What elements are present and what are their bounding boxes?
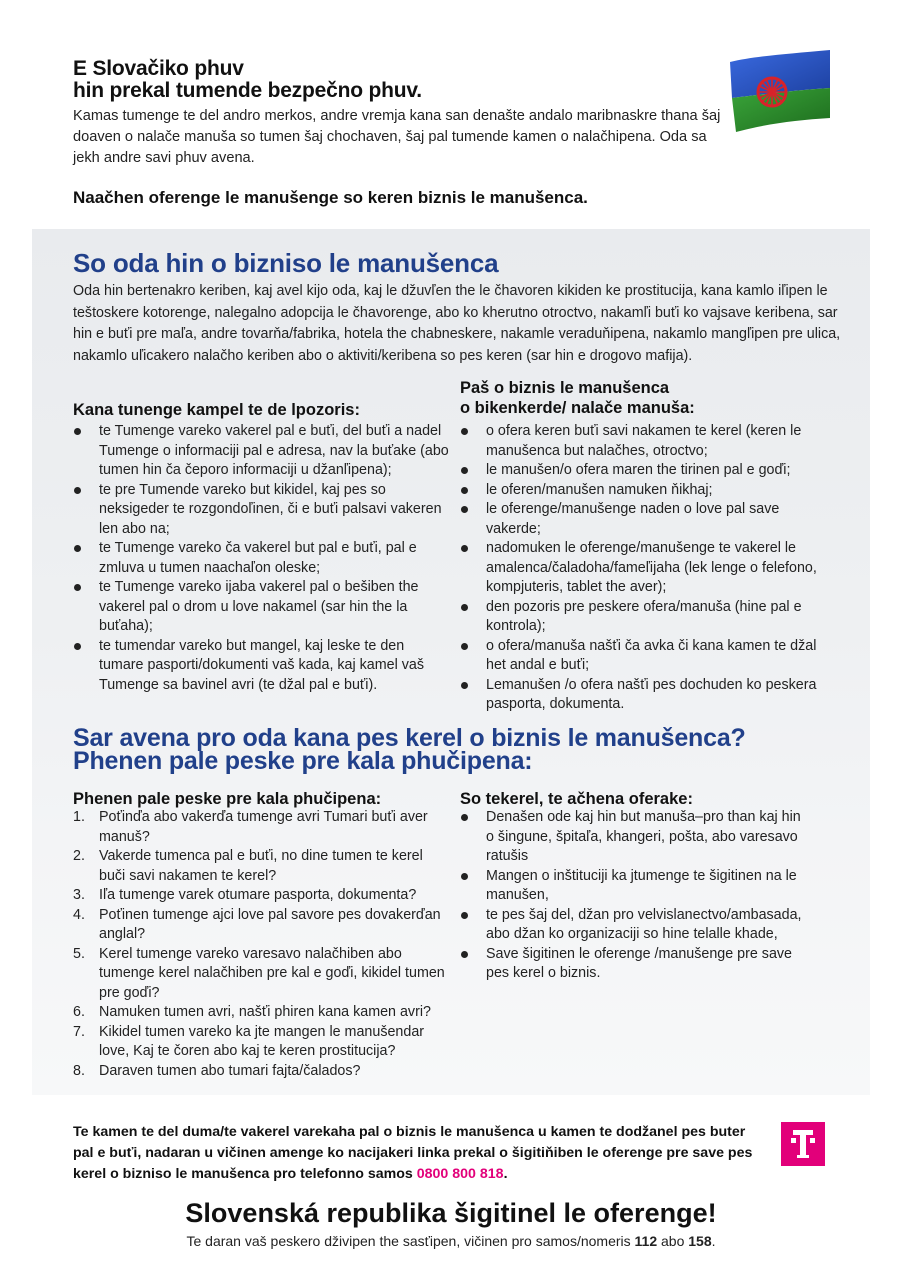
list-item: le oferen/manušen namuken ňikhaj; [460,481,820,501]
section1-right-title-line2: o bikenkerde/ nalače manuša: [460,399,695,417]
question-number: 4. [73,906,85,923]
question-item [73,1062,448,1082]
question-item [73,945,448,1004]
emergency-abo: abo [661,1233,685,1249]
helpline-phone[interactable]: 0800 800 818 [416,1166,504,1182]
question-number: 8. [73,1062,85,1079]
list-item: te Tumenge vareko ča vakerel but pal e buťi, pal e zmluva u tumen naachaľon oleske; [73,539,451,578]
emergency-line [0,1233,902,1249]
section1-right-list [460,422,820,715]
question-number: 3. [73,887,85,903]
emergency-number-112[interactable]: 112 [634,1233,658,1249]
emergency-end: . [711,1233,716,1249]
questions-list [73,808,448,1081]
question-item [73,906,448,945]
section1-left-title: Kana tunenge kampel te de lpozoris: [73,401,360,419]
section2-left-title: Phenen pale peske pre kala phučipena: [73,790,382,808]
section1-right-title [460,378,695,418]
question-item [73,1023,448,1062]
question-number: 6. [73,1004,85,1020]
question-item [73,847,448,886]
section1-title: So oda hin o bizniso le manušenca [73,248,499,278]
subhead: Naačhen oferenge le manušenge so keren biznis le manušenca. [73,188,588,207]
section2-right-title: So tekerel, te ačhena oferake: [460,790,693,808]
list-item: Lemanušen /o ofera našťi pes dochuden ko peskera pasporta, dokumenta. [460,676,820,715]
list-item: o ofera keren buťi savi nakamen te kerel (keren le manušenca but nalačhes, otroctvo; [460,422,820,461]
romani-flag-icon [726,48,834,134]
question-number: 5. [73,945,85,962]
question-text: Kikidel tumen vareko ka jte mangen le manušendar love, Kaj te čoren abo kaj te keren prostitucija? [99,1023,425,1059]
list-item: te Tumenge vareko ijaba vakerel pal o bešiben the vakerel pal o drom u love nakamel (sar hin the la buťaha); [73,578,451,637]
section2-title-line1: Sar avena pro oda kana pes kerel o biznis le manušenca? [73,724,746,752]
helpline-body: Te kamen te del duma/te vakerel varekaha pal o biznis le manušenca u kamen te dodžanel pes buter pal e buťi, nadaran u vičinen amenge ko nacijakeri linka prekal o šigitiňiben le oferenge pre save pes kerel o bizniso le manušenca pro telefonno samos [73,1124,753,1182]
question-text: Namuken tumen avri, našťi phiren kana kamen avri? [99,1004,431,1020]
telekom-t-logo-icon [781,1122,825,1166]
question-item [73,1003,448,1023]
intro-paragraph: Kamas tumenge te del andro merkos, andre vremja kana san denašte andalo maribnaskre thana šaj doaven o nalače manuša so tumen šaj chochaven, šaj pal tumende kamen o nalačhipena. Oda sa jekh andre savi phuv avena. [73,108,721,166]
list-item: nadomuken le oferenge/manušenge te vakerel le amalenca/čaladoha/fameľijaha (lek lenge o felefono, kompjuteris, tablet the aver); [460,539,820,598]
question-text: Vakerde tumenca pal e buťi, no dine tumen te kerel buči savi nakamen te kerel? [99,848,423,884]
list-item: Denašen ode kaj hin but manuša–pro than kaj hin o šingune, špitaľa, khangeri, pošta, abo varesavo ratušis [460,808,810,867]
list-item: te pes šaj del, džan pro velvislanectvo/ambasada, abo džan ko organizaciji so hine telalle khade, [460,906,810,945]
question-text: Poťinen tumenge ajci love pal savore pes dovakerďan anglal? [99,906,441,942]
question-item [73,808,448,847]
question-text: Poťinďa abo vakerďa tumenge avri Tumari buťi aver manuš? [99,809,428,845]
list-item: te tumendar vareko but mangel, kaj leske te den tumare pasporti/dokumenti vaš kada, kaj kamel vaš Tumenge sa bavinel avri (te džal pal e buťi). [73,637,451,696]
section2-title [73,724,863,775]
question-text: Iľa tumenge varek otumare pasporta, dokumenta? [99,887,417,903]
question-text: Daraven tumen abo tumari fajta/čalados? [99,1062,361,1079]
list-item: le manušen/o ofera maren the tirinen pal e goďi; [460,461,820,481]
question-number: 1. [73,809,85,825]
helpline-text [73,1122,763,1185]
question-text: Kerel tumenge vareko varesavo nalačhiben abo tumenge kerel nalačhiben pre kal e goďi, kikidel tumen pre goďi? [99,945,445,1001]
section2-title-line2: Phenen pale peske pre kala phučipena: [73,747,533,775]
list-item: den pozoris pre peskere ofera/manuša (hine pal e kontrola); [460,598,820,637]
question-item [73,886,448,906]
list-item: te Tumenge vareko vakerel pal e buťi, del buťi a nadel Tumenge o informaciji pal e adresa, nav la buťake (abo tumen hin ča čeporo informaciji u džanľipena); [73,422,451,481]
section2-right-list [460,808,810,984]
list-item: le oferenge/manušenge naden o love pal save vakerde; [460,500,820,539]
list-item: Mangen o inštituciji ka jtumenge te šigitinen na le manušen, [460,867,810,906]
helpline-period: . [503,1166,508,1182]
header-title [73,58,422,102]
list-item: te pre Tumende vareko but kikidel, kaj pes so neksigeder te rozgondoľinen, či e buťi palsavi vakeren len abo na; [73,481,451,540]
slogan: Slovenská republika šigitinel le oferenge! [185,1198,717,1228]
list-item: o ofera/manuša našťi ča avka či kana kamen te džal het andal e buťi; [460,637,820,676]
emergency-text: Te daran vaš peskero dživipen the sasťipen, vičinen pro samos/nomeris [186,1233,631,1249]
list-item: Save šigitinen le oferenge /manušenge pre save pes kerel o biznis. [460,945,810,984]
emergency-number-158[interactable]: 158 [688,1233,712,1249]
question-number: 2. [73,848,85,864]
header-title-line1: E Slovačiko phuv [73,57,244,80]
section1-paragraph: Oda hin bertenakro keriben, kaj avel kijo oda, kaj le džuvľen the le čhavoren kikiden ke prostitucija, kana kamlo iľipen le teštoskere kotorenge, nalegalno adopcija le čhavorenge, abo ko kherutno otroctvo, nakamľi buťi ko vajsave keribena, sar hin e buťi pre maľa, andre tovarňa/fabrika, hotela the chabneskere, nakamle veraduňipena, nakamlo mangľipen pre ulica, nakamlo uľicakero nalačho keriben abo o aktiviti/keribena so pes keren (sar hin e drogovo mafija). [73,283,841,364]
header-title-line2: hin prekal tumende bezpečno phuv. [73,79,422,102]
section1-left-list [73,422,451,695]
section1-right-title-line1: Paš o biznis le manušenca [460,379,670,397]
question-number: 7. [73,1023,85,1040]
